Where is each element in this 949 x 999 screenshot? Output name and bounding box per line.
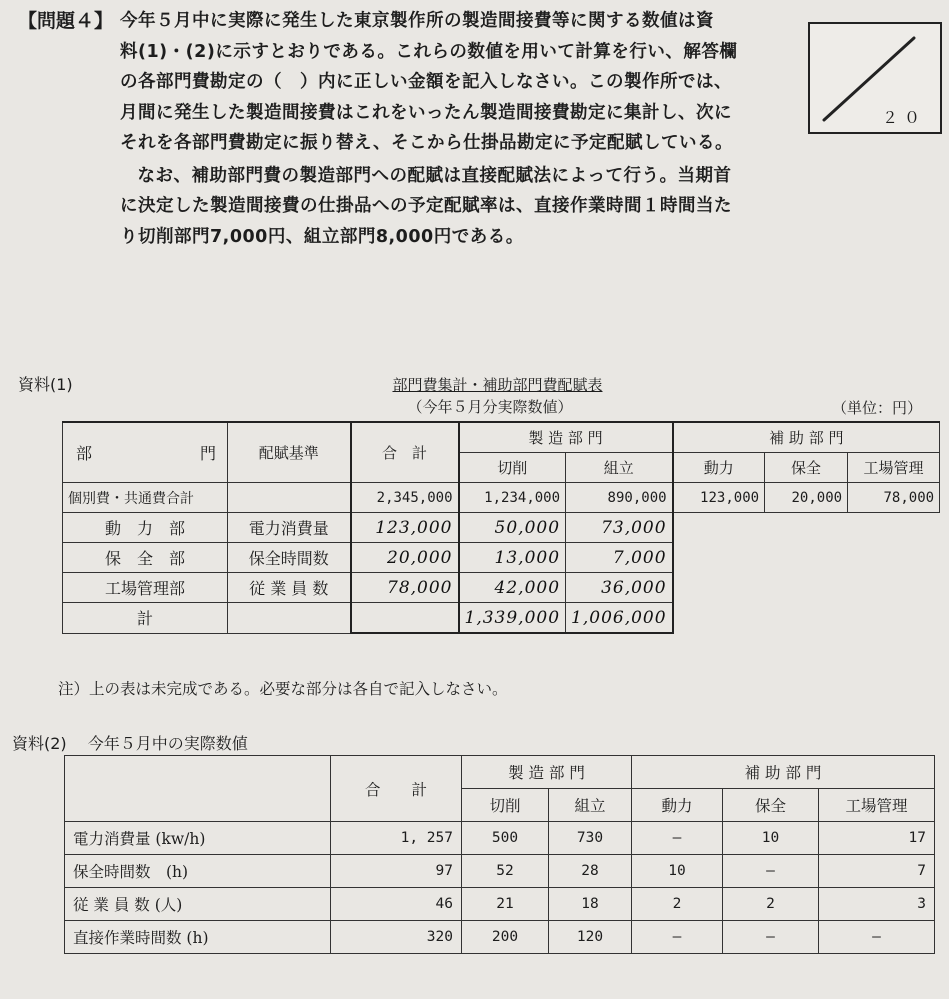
row-factory-mgmt: 7 bbox=[819, 855, 935, 888]
row-name: 従 業 員 数 (人) bbox=[65, 888, 331, 921]
row-power: 10 bbox=[632, 855, 723, 888]
score-points: ２０ bbox=[881, 108, 926, 127]
row-cutting: 13,000 bbox=[459, 543, 566, 573]
row-basis: 保全時間数 bbox=[228, 543, 351, 573]
header-cutting: 切削 bbox=[462, 789, 549, 822]
row-total: 320 bbox=[331, 921, 462, 954]
row-factory-mgmt: — bbox=[819, 921, 935, 954]
row-factory-mgmt: 17 bbox=[819, 822, 935, 855]
row-maintenance: 20,000 bbox=[765, 483, 848, 513]
row-name: 保 全 部 bbox=[63, 543, 228, 573]
row-assembly: 7,000 bbox=[566, 543, 673, 573]
row-name: 個別費・共通費合計 bbox=[63, 483, 228, 513]
row-name: 直接作業時間数 (h) bbox=[65, 921, 331, 954]
row-name: 保全時間数 (h) bbox=[65, 855, 331, 888]
row-total: 2,345,000 bbox=[351, 483, 459, 513]
score-box bbox=[808, 22, 942, 134]
table-row bbox=[63, 483, 940, 513]
table-row bbox=[65, 921, 935, 954]
row-total: 97 bbox=[331, 855, 462, 888]
material1-label: 資料(1) bbox=[18, 375, 73, 394]
row-name: 計 bbox=[63, 603, 228, 634]
row-basis bbox=[228, 483, 351, 513]
row-total: 1, 257 bbox=[331, 822, 462, 855]
row-total: 46 bbox=[331, 888, 462, 921]
header-maintenance: 保全 bbox=[765, 453, 848, 483]
empty-cell bbox=[673, 513, 940, 543]
row-maintenance: 2 bbox=[723, 888, 819, 921]
problem-line: なお、補助部門費の製造部門への配賦は直接配賦法によって行う。当期首 bbox=[137, 165, 732, 186]
row-total bbox=[351, 603, 459, 634]
header-auxiliary: 補 助 部 門 bbox=[632, 756, 935, 789]
header-power: 動力 bbox=[632, 789, 723, 822]
row-basis: 電力消費量 bbox=[228, 513, 351, 543]
header-dept-a: 部 bbox=[76, 444, 93, 463]
row-assembly: 18 bbox=[549, 888, 632, 921]
row-cutting: 1,234,000 bbox=[459, 483, 566, 513]
header-maintenance: 保全 bbox=[723, 789, 819, 822]
problem-line: 今年５月中に実際に発生した東京製作所の製造間接費等に関する数値は資 bbox=[120, 11, 714, 31]
row-assembly: 73,000 bbox=[566, 513, 673, 543]
row-assembly: 890,000 bbox=[566, 483, 673, 513]
row-factory-mgmt: 78,000 bbox=[848, 483, 940, 513]
problem-line: 月間に発生した製造間接費はこれをいったん製造間接費勘定に集計し、次に bbox=[120, 102, 732, 123]
material2-label: 資料(2) 今年５月中の実際数値 bbox=[12, 734, 248, 753]
problem-label: 【問題４】 bbox=[18, 10, 114, 32]
table-note: 注）上の表は未完成である。必要な部分は各自で記入しなさい。 bbox=[58, 680, 508, 698]
header-total: 合 計 bbox=[331, 756, 462, 822]
row-assembly: 36,000 bbox=[566, 573, 673, 603]
row-basis bbox=[228, 603, 351, 634]
row-cutting: 1,339,000 bbox=[459, 603, 566, 634]
empty-cell bbox=[673, 603, 940, 634]
table-row bbox=[63, 543, 940, 573]
row-maintenance: — bbox=[723, 921, 819, 954]
actual-values-table bbox=[64, 755, 935, 954]
problem-line: の各部門費勘定の（ ）内に正しい金額を記入しなさい。この製作所では、 bbox=[120, 72, 732, 92]
row-power: — bbox=[632, 921, 723, 954]
table-row bbox=[63, 513, 940, 543]
row-maintenance: — bbox=[723, 855, 819, 888]
row-cutting: 52 bbox=[462, 855, 549, 888]
header-assembly: 組立 bbox=[549, 789, 632, 822]
header-dept bbox=[63, 422, 228, 483]
header-power: 動力 bbox=[673, 453, 765, 483]
header-production: 製 造 部 門 bbox=[459, 422, 673, 453]
row-total: 123,000 bbox=[351, 513, 459, 543]
row-assembly: 1,006,000 bbox=[566, 603, 673, 634]
row-cutting: 200 bbox=[462, 921, 549, 954]
header-blank bbox=[65, 756, 331, 822]
table-header-row bbox=[63, 422, 940, 453]
header-factory-mgmt: 工場管理 bbox=[819, 789, 935, 822]
row-cutting: 21 bbox=[462, 888, 549, 921]
problem-text bbox=[120, 6, 810, 252]
row-power: — bbox=[632, 822, 723, 855]
row-cutting: 500 bbox=[462, 822, 549, 855]
material1-unit: （単位：円） bbox=[832, 399, 923, 417]
row-total: 78,000 bbox=[351, 573, 459, 603]
problem-line: り切削部門7,000円、組立部門8,000円である。 bbox=[120, 226, 524, 247]
header-factory-mgmt: 工場管理 bbox=[848, 453, 940, 483]
header-basis: 配賦基準 bbox=[228, 422, 351, 483]
row-cutting: 42,000 bbox=[459, 573, 566, 603]
row-power: 123,000 bbox=[673, 483, 765, 513]
row-name: 電力消費量 (kw/h) bbox=[65, 822, 331, 855]
row-assembly: 120 bbox=[549, 921, 632, 954]
table-row bbox=[65, 855, 935, 888]
row-total: 20,000 bbox=[351, 543, 459, 573]
table-header-row bbox=[65, 756, 935, 789]
header-auxiliary: 補 助 部 門 bbox=[673, 422, 940, 453]
header-total: 合 計 bbox=[351, 422, 459, 483]
empty-cell bbox=[673, 573, 940, 603]
row-maintenance: 10 bbox=[723, 822, 819, 855]
header-dept-b: 門 bbox=[199, 444, 216, 463]
header-cutting: 切削 bbox=[459, 453, 566, 483]
table-row bbox=[65, 822, 935, 855]
header-production: 製 造 部 門 bbox=[462, 756, 632, 789]
problem-line: に決定した製造間接費の仕掛品への予定配賦率は、直接作業時間１時間当た bbox=[120, 196, 732, 216]
material1-title: 部門費集計・補助部門費配賦表 bbox=[392, 376, 603, 394]
problem-line: それを各部門費勘定に振り替え、そこから仕掛品勘定に予定配賦している。 bbox=[120, 133, 734, 153]
row-power: 2 bbox=[632, 888, 723, 921]
row-basis: 従 業 員 数 bbox=[228, 573, 351, 603]
header-assembly: 組立 bbox=[566, 453, 673, 483]
table-row bbox=[65, 888, 935, 921]
row-factory-mgmt: 3 bbox=[819, 888, 935, 921]
row-name: 工場管理部 bbox=[63, 573, 228, 603]
table-row bbox=[63, 573, 940, 603]
empty-cell bbox=[673, 543, 940, 573]
row-name: 動 力 部 bbox=[63, 513, 228, 543]
problem-line: 料(1)・(2)に示すとおりである。これらの数値を用いて計算を行い、解答欄 bbox=[120, 41, 738, 62]
material1-subtitle: （今年５月分実際数値） bbox=[407, 398, 573, 416]
row-assembly: 28 bbox=[549, 855, 632, 888]
row-assembly: 730 bbox=[549, 822, 632, 855]
row-cutting: 50,000 bbox=[459, 513, 566, 543]
allocation-table bbox=[62, 421, 940, 634]
table-row bbox=[63, 603, 940, 634]
